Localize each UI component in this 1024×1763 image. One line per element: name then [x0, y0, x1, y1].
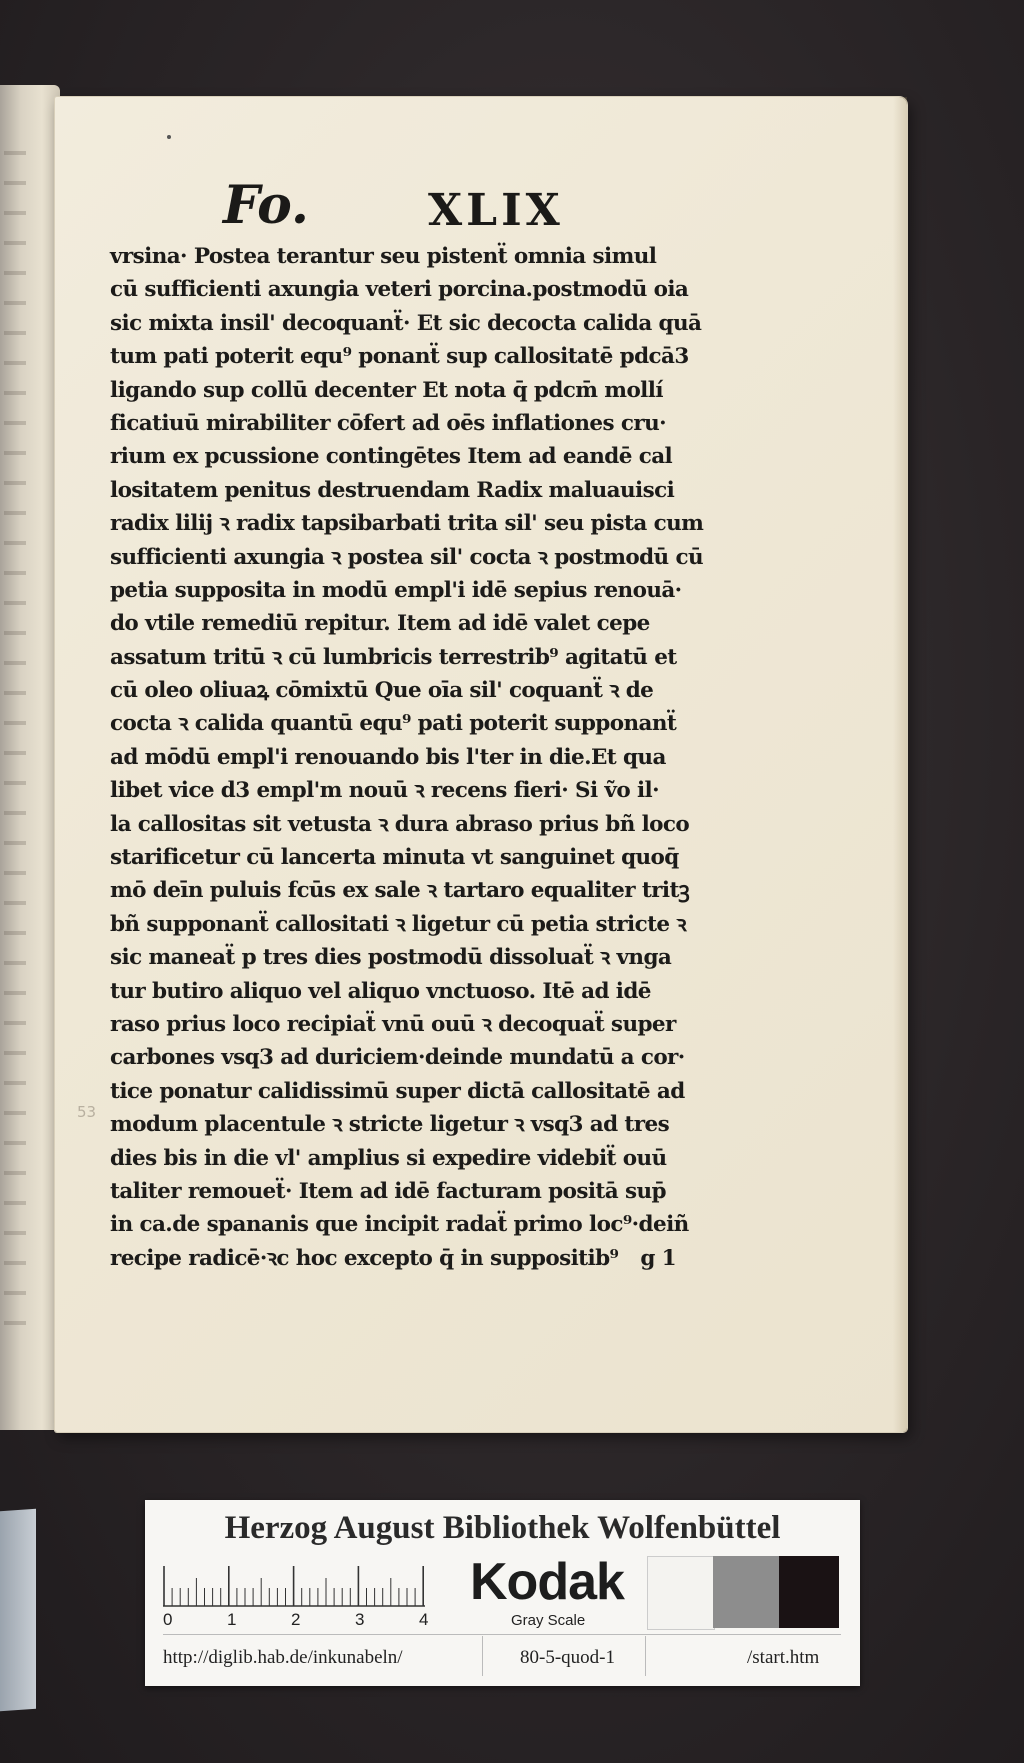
text-line: cū sufficienti axungia veteri porcina.postmodū oia: [110, 277, 689, 303]
body-text: [110, 240, 720, 1275]
ruler-label: 4: [419, 1610, 429, 1629]
gray-scale-label: Gray Scale: [511, 1612, 586, 1629]
text-line: taliter remoueẗ· Item ad idē facturam positā sup̄: [110, 1178, 666, 1204]
ruler-label: 2: [291, 1610, 301, 1629]
left-edge-strip: [0, 1509, 36, 1712]
ruler-labels: [163, 1610, 443, 1630]
url-row: [145, 1642, 860, 1676]
library-url: http://diglib.hab.de/inkunabeln/: [163, 1647, 403, 1668]
text-line: recipe radicē·ꝛc hoc excepto q̄ in suppositib⁹ g 1: [110, 1245, 677, 1271]
gray-patch: [713, 1556, 779, 1628]
text-line: ficatiuū mirabiliter cōfert ad oēs inflationes cru·: [110, 410, 666, 436]
text-line: do vtile remediū repitur. Item ad idē valet cepe: [110, 611, 650, 637]
text-line: vrsina· Postea terantur seu pistenẗ omnia simul: [110, 244, 657, 269]
text-line: starificetur cū lancerta minuta vt sanguinet quoq̄: [110, 845, 679, 871]
text-line: rium ex pcussione contingētes Item ad eandē cal: [110, 444, 673, 470]
text-line: bñ supponanẗ callositati ꝛ ligetur cū petia stricte ꝛ: [110, 911, 686, 937]
text-line: tum pati poterit equ⁹ ponanẗ sup callositatē pdcā3: [110, 344, 689, 370]
text-line: ligando sup collū decenter Et nota q̄ pdcm̄ mollí: [110, 377, 663, 403]
text-line: dies bis in die vl' amplius si expedire videbiẗ ouū: [110, 1145, 667, 1171]
text-line: ad mōdū empl'i renouando bis l'ter in die.Et qua: [110, 744, 666, 770]
text-line: tur butiro aliquo vel aliquo vnctuoso. Itē ad idē: [110, 978, 651, 1004]
margin-number: 53: [77, 1103, 97, 1121]
text-line: raso prius loco recipiaẗ vnū ouū ꝛ decoquaẗ super: [110, 1011, 676, 1037]
color-target-card: [145, 1500, 860, 1686]
text-line: sufficienti axungia ꝛ postea sil' cocta ꝛ postmodū cū: [110, 544, 703, 570]
folio-number: XLIX: [428, 185, 564, 236]
ruler-label: 1: [227, 1610, 237, 1629]
kodak-logo: Kodak: [470, 1553, 624, 1611]
text-line: cocta ꝛ calida quantū equ⁹ pati poterit supponanẗ: [110, 711, 677, 737]
start-path: /start.htm: [747, 1647, 820, 1668]
ink-speck: [167, 135, 171, 139]
text-line: in ca.de spananis que incipit radaẗ primo loc⁹·deiñ: [110, 1212, 689, 1238]
ruler-label: 0: [163, 1610, 173, 1629]
text-line: mō deīn puluis fcūs ex sale ꝛ tartaro equaliter tritꝫ: [110, 878, 690, 904]
shelfmark: 80-5-quod-1: [520, 1647, 615, 1668]
text-line: sic maneaẗ p tres dies postmodū dissoluaẗ ꝛ vnga: [110, 945, 672, 971]
folio-prefix: Fo.: [223, 175, 309, 236]
black-patch: [779, 1556, 839, 1628]
white-patch: [647, 1556, 715, 1630]
text-line: carbones vsq3 ad duriciem·deinde mundatū a cor·: [110, 1045, 685, 1071]
text-line: modum placentule ꝛ stricte ligetur ꝛ vsq3 ad tres: [110, 1112, 670, 1138]
previous-page-edge: [0, 85, 60, 1430]
ruler-label: 3: [355, 1610, 365, 1629]
text-line: lositatem penitus destruendam Radix maluauisci: [110, 477, 675, 503]
text-line: sic mixta insil' decoquanẗ· Et sic decocta calida quā: [110, 310, 702, 336]
book-page: [55, 97, 907, 1432]
previous-page-text-traces: [4, 125, 26, 1325]
folio-heading: [223, 175, 623, 245]
text-line: la callositas sit vetusta ꝛ dura abraso prius bñ loco: [110, 811, 690, 837]
text-line: petia supposita in modū empl'i idē sepius renouā·: [110, 577, 682, 603]
text-line: tice ponatur calidissimū super dictā callositatē ad: [110, 1078, 685, 1104]
scale-ruler: [163, 1558, 453, 1610]
library-title: Herzog August Bibliothek Wolfenbüttel: [224, 1510, 781, 1546]
text-line: cū oleo oliuaꝝ cōmixtū Que oīa sil' coquanẗ ꝛ de: [110, 678, 654, 704]
card-divider: [163, 1634, 841, 1635]
text-line: assatum tritū ꝛ cū lumbricis terrestrib⁹ agitatū et: [110, 644, 677, 670]
signature-mark: g 1: [640, 1245, 677, 1271]
text-line: radix lilij ꝛ radix tapsibarbati trita sil' seu pista cum: [110, 511, 704, 537]
text-line: libet vice d3 empl'm nouū ꝛ recens fieri· Si ṽo il·: [110, 778, 659, 804]
